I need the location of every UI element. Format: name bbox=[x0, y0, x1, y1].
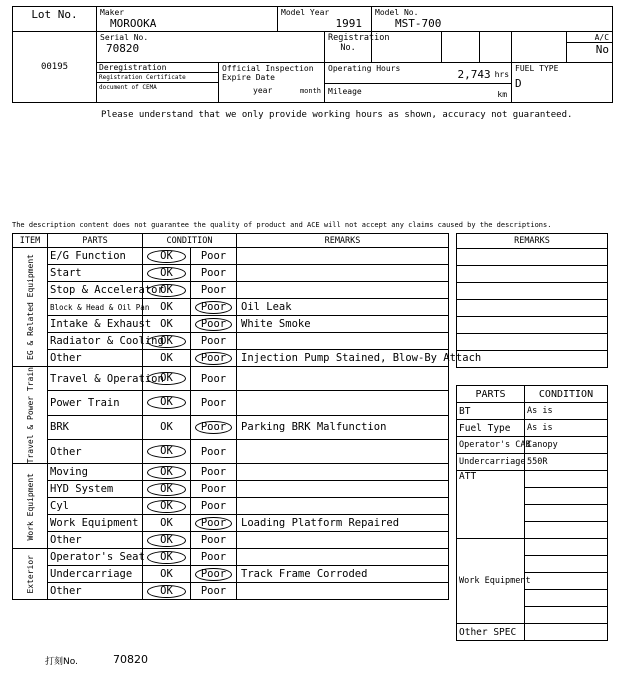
model-no-label: Model No. bbox=[375, 8, 419, 17]
header-table bbox=[12, 6, 613, 103]
pc-part: BT bbox=[457, 403, 525, 420]
ok-option: OK bbox=[147, 534, 186, 547]
poor-option: Poor bbox=[200, 466, 227, 479]
model-year-value: 1991 bbox=[335, 17, 363, 30]
remark-text: Oil Leak bbox=[237, 299, 449, 316]
part-name: Undercarriage bbox=[48, 566, 143, 583]
item-group-label: Travel & Power Train bbox=[25, 367, 35, 464]
remark-text bbox=[237, 391, 449, 415]
model-no-value: MST-700 bbox=[395, 17, 442, 30]
inspection-label: Official Inspection Expire Date bbox=[222, 64, 314, 82]
condition-row bbox=[13, 391, 449, 415]
remark-text bbox=[237, 583, 449, 600]
poor-option: Poor bbox=[195, 421, 232, 434]
part-name: Power Train bbox=[48, 391, 143, 415]
poor-option: Poor bbox=[200, 551, 227, 564]
item-group-label: Work Equipment bbox=[25, 472, 35, 541]
remark-text bbox=[237, 481, 449, 498]
right-remarks-table bbox=[456, 233, 608, 368]
year-unit: year bbox=[253, 86, 273, 95]
part-name: Stop & Accelerator bbox=[48, 282, 143, 299]
ok-option: OK bbox=[147, 267, 186, 280]
ok-option: OK bbox=[147, 445, 186, 458]
remark-line bbox=[457, 317, 608, 334]
poor-option: Poor bbox=[200, 267, 227, 279]
pc-part: Fuel Type bbox=[457, 420, 525, 437]
ok-option: OK bbox=[160, 352, 173, 364]
item-group-label: Exterior bbox=[25, 555, 35, 594]
pc-cond: As is bbox=[525, 420, 608, 437]
remark-text bbox=[237, 248, 449, 265]
part-name: Work Equipment bbox=[48, 515, 143, 532]
condition-row bbox=[13, 316, 449, 333]
mileage-label: Mileage bbox=[328, 87, 362, 96]
remark-line bbox=[457, 334, 608, 351]
remark-line bbox=[457, 351, 608, 368]
ok-option: OK bbox=[147, 335, 186, 348]
ok-option: OK bbox=[147, 250, 186, 263]
remark-text bbox=[237, 464, 449, 481]
condition-row bbox=[13, 515, 449, 532]
part-name: Block & Head & Oil Pan bbox=[48, 299, 143, 316]
remark-line bbox=[457, 266, 608, 283]
condition-row bbox=[13, 248, 449, 265]
part-name: Travel & Operation bbox=[48, 367, 143, 391]
condition-row bbox=[13, 367, 449, 391]
description-notice: The description content does not guarantee the quality of product and ACE will not accept any claims caused by the descriptions. bbox=[12, 221, 552, 229]
condition-row bbox=[13, 481, 449, 498]
poor-option: Poor bbox=[195, 301, 232, 314]
remarks-header: REMARKS bbox=[237, 234, 449, 248]
condition-row bbox=[13, 282, 449, 299]
condition-row bbox=[13, 439, 449, 463]
poor-option: Poor bbox=[200, 396, 227, 409]
att-label: ATT bbox=[457, 471, 525, 539]
poor-option: Poor bbox=[200, 445, 227, 458]
remark-text: White Smoke bbox=[237, 316, 449, 333]
part-name: Operator's Seat bbox=[48, 549, 143, 566]
poor-option: Poor bbox=[195, 517, 232, 530]
remark-text bbox=[237, 549, 449, 566]
ok-option: OK bbox=[160, 318, 173, 330]
ok-option: OK bbox=[147, 284, 186, 297]
serial-value: 70820 bbox=[106, 42, 140, 55]
condition-row bbox=[13, 299, 449, 316]
pc-cond: 550R bbox=[525, 454, 608, 471]
poor-option: Poor bbox=[200, 483, 227, 496]
ok-option: OK bbox=[147, 483, 186, 496]
remark-line bbox=[457, 283, 608, 300]
poor-option: Poor bbox=[200, 585, 227, 598]
ac-label: A/C bbox=[594, 33, 610, 42]
remark-text bbox=[237, 498, 449, 515]
deregistration-label: Deregistration bbox=[97, 63, 218, 73]
condition-row bbox=[13, 415, 449, 439]
poor-option: Poor bbox=[200, 534, 227, 547]
ok-option: OK bbox=[147, 551, 186, 564]
remark-text: Track Frame Corroded bbox=[237, 566, 449, 583]
poor-option: Poor bbox=[195, 318, 232, 331]
dereg-document-label: document of CEMA bbox=[99, 84, 157, 91]
month-unit: month bbox=[299, 87, 322, 95]
condition-row bbox=[13, 350, 449, 367]
part-name: E/G Function bbox=[48, 248, 143, 265]
part-name: Radiator & Cooling bbox=[48, 333, 143, 350]
condition-row bbox=[13, 498, 449, 515]
parts-condition-table bbox=[456, 385, 608, 641]
part-name: Other bbox=[48, 583, 143, 600]
part-name: Intake & Exhaust bbox=[48, 316, 143, 333]
fuel-type-value: D bbox=[515, 77, 522, 90]
condition-row bbox=[13, 549, 449, 566]
lot-number: 00195 bbox=[13, 32, 97, 103]
poor-option: Poor bbox=[200, 500, 227, 513]
ok-option: OK bbox=[147, 466, 186, 479]
poor-option: Poor bbox=[200, 372, 227, 385]
pc-part: Undercarriage bbox=[457, 454, 525, 471]
hours-notice: Please understand that we only provide working hours as shown, accuracy not guaranteed. bbox=[101, 110, 573, 120]
condition-row bbox=[13, 265, 449, 282]
remark-line bbox=[457, 300, 608, 317]
pc-condition-header: CONDITION bbox=[525, 386, 608, 403]
remark-text bbox=[237, 333, 449, 350]
lot-label: Lot No. bbox=[13, 7, 97, 32]
parts-header: PARTS bbox=[48, 234, 143, 248]
km-unit: km bbox=[497, 90, 508, 99]
ok-option: OK bbox=[147, 500, 186, 513]
part-name: Moving bbox=[48, 464, 143, 481]
part-name: HYD System bbox=[48, 481, 143, 498]
item-header: ITEM bbox=[13, 234, 48, 248]
ok-option: OK bbox=[147, 372, 186, 385]
condition-row bbox=[13, 532, 449, 549]
condition-row bbox=[13, 333, 449, 350]
part-name: Other bbox=[48, 532, 143, 549]
ok-option: OK bbox=[147, 396, 186, 409]
remark-text bbox=[237, 282, 449, 299]
ac-value: No bbox=[567, 42, 612, 56]
part-name: Other bbox=[48, 350, 143, 367]
pc-parts-header: PARTS bbox=[457, 386, 525, 403]
poor-option: Poor bbox=[200, 284, 227, 296]
poor-option: Poor bbox=[195, 352, 232, 365]
condition-row bbox=[13, 566, 449, 583]
engraving-value: 70820 bbox=[113, 653, 148, 666]
pc-cond: Canopy bbox=[525, 437, 608, 454]
remark-text: Loading Platform Repaired bbox=[237, 515, 449, 532]
pc-cond: As is bbox=[525, 403, 608, 420]
remark-text: Parking BRK Malfunction bbox=[237, 415, 449, 439]
work-equipment-label: Work Equipment bbox=[457, 539, 525, 624]
registration-label: Registration No. bbox=[325, 32, 372, 63]
remark-text bbox=[237, 532, 449, 549]
maker-label: Maker bbox=[100, 8, 125, 17]
poor-option: Poor bbox=[200, 335, 227, 347]
part-name: BRK bbox=[48, 415, 143, 439]
remark-text bbox=[237, 265, 449, 282]
fuel-type-label: FUEL TYPE bbox=[515, 64, 559, 73]
maker-value: MOROOKA bbox=[110, 17, 157, 30]
condition-header: CONDITION bbox=[143, 234, 237, 248]
serial-label: Serial No. bbox=[100, 33, 149, 42]
operating-hours-label: Operating Hours bbox=[328, 64, 401, 73]
remark-text: Injection Pump Stained, Blow-By Attach bbox=[237, 350, 449, 367]
ok-option: OK bbox=[147, 585, 186, 598]
pc-part: Operator's CAB bbox=[457, 437, 525, 454]
ok-option: OK bbox=[160, 568, 173, 581]
right-remarks-header: REMARKS bbox=[457, 234, 608, 249]
ok-option: OK bbox=[160, 517, 173, 530]
condition-row bbox=[13, 464, 449, 481]
part-name: Start bbox=[48, 265, 143, 282]
part-name: Cyl bbox=[48, 498, 143, 515]
engraving-label: 打刻No. bbox=[45, 657, 78, 667]
item-group-label: EG & Related Equipment bbox=[25, 254, 35, 360]
ok-option: OK bbox=[160, 301, 173, 313]
ok-option: OK bbox=[160, 421, 173, 434]
poor-option: Poor bbox=[200, 250, 227, 262]
operating-hours-value: 2,743 bbox=[457, 68, 491, 81]
remark-text bbox=[237, 367, 449, 391]
dereg-certificate-label: Registration Certificate bbox=[97, 73, 218, 83]
model-year-label: Model Year bbox=[281, 8, 330, 17]
other-spec-label: Other SPEC bbox=[457, 624, 525, 641]
remark-text bbox=[237, 439, 449, 463]
poor-option: Poor bbox=[195, 568, 232, 581]
hrs-unit: hrs bbox=[494, 70, 510, 79]
remark-line bbox=[457, 249, 608, 266]
part-name: Other bbox=[48, 439, 143, 463]
condition-row bbox=[13, 583, 449, 600]
